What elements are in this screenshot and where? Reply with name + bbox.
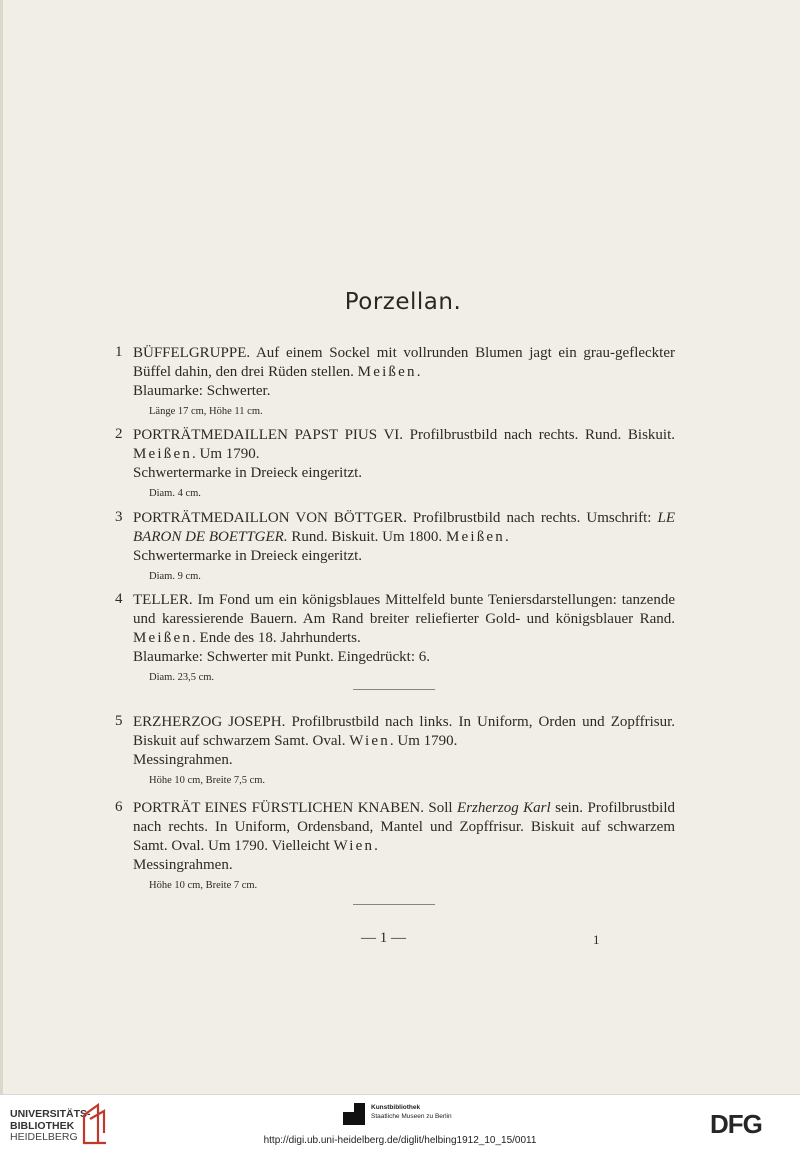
entry-line	[133, 426, 675, 464]
catalog-entry	[115, 799, 675, 892]
entry-number: 5	[115, 713, 123, 729]
entry-line	[133, 751, 675, 770]
dfg-logo[interactable]: DFG	[710, 1109, 762, 1139]
entry-run: Blaumarke: Schwerter.	[133, 383, 271, 399]
entry-number: 3	[115, 509, 123, 525]
viewer-footer	[0, 1094, 800, 1153]
entry-measurements: Diam. 4 cm.	[149, 488, 201, 499]
entry-measurements: Diam. 9 cm.	[149, 571, 201, 582]
entry-run: . Um 1790.	[192, 446, 260, 462]
italic-text: LE BARON DE BOETTGER.	[133, 510, 675, 545]
section-divider	[353, 904, 435, 905]
entry-text	[133, 799, 675, 892]
entry-run: Blaumarke: Schwerter mit Punkt. Eingedrückt: 6.	[133, 649, 431, 665]
kb-line: Staatliche Museen zu Berlin	[371, 1113, 452, 1120]
entry-text	[133, 344, 675, 418]
catalog-entry	[115, 509, 675, 583]
entry-measurements: Höhe 10 cm, Breite 7 cm.	[149, 880, 258, 891]
permalink-url[interactable]: http://digi.ub.uni-heidelberg.de/diglit/helbing1912_10_15/0011	[263, 1135, 537, 1146]
entry-line	[133, 509, 675, 547]
entry-run: sein. Profilbrustbild nach rechts. In Uniform, Ordensband, Mantel und Zopffrisur. Biskuit auf schwarzem Samt. Oval. Um 1790. Vielleicht	[133, 800, 675, 854]
entry-number: 2	[115, 426, 123, 442]
entry-line	[133, 547, 675, 566]
entry-run: Schwertermarke in Dreieck eingeritzt.	[133, 465, 363, 481]
ub-logo-line: UNIVERSITÄTS-	[10, 1108, 91, 1120]
entry-line	[133, 464, 675, 483]
catalog-entry	[115, 426, 675, 500]
place-name: Meißen	[445, 529, 505, 545]
entry-text	[133, 509, 675, 583]
entry-run: PORTRÄT EINES FÜRSTLICHEN KNABEN. Soll	[133, 800, 458, 816]
place-name: Wien	[333, 838, 375, 854]
place-name: Meißen	[133, 630, 193, 646]
place-name: Meißen	[133, 446, 193, 462]
entry-run: ERZHERZOG JOSEPH. Profilbrustbild nach links. In Uniform, Orden und Zopffrisur. Biskuit auf schwarzem Samt. Oval.	[133, 714, 675, 749]
catalog-entry	[115, 591, 675, 684]
entry-run: BÜFFELGRUPPE. Auf einem Sockel mit vollrunden Blumen jagt ein grau-gefleckter Büffel dahin, den drei Rüden stellen.	[133, 345, 675, 380]
entry-number: 4	[115, 591, 123, 607]
entry-number: 6	[115, 799, 123, 815]
entry-run: .	[416, 364, 421, 380]
entry-measurements: Länge 17 cm, Höhe 11 cm.	[149, 406, 263, 417]
page-heading: Porzellan.	[344, 289, 462, 315]
entry-run: Messingrahmen.	[133, 752, 233, 768]
catalog-entry	[115, 713, 675, 787]
entry-measurements: Diam. 23,5 cm.	[149, 672, 215, 683]
entry-line	[133, 856, 675, 875]
signature-mark: 1	[593, 932, 600, 947]
entry-text	[133, 713, 675, 787]
entry-line	[133, 382, 675, 401]
entry-run: .	[374, 838, 378, 854]
entry-number: 1	[115, 344, 123, 360]
entry-line	[133, 344, 675, 382]
entry-line	[133, 591, 675, 648]
entry-run: . Um 1790.	[389, 733, 458, 749]
place-name: Wien	[349, 733, 390, 749]
entry-text	[133, 591, 675, 684]
entry-run: Messingrahmen.	[133, 857, 233, 873]
entry-measurements: Höhe 10 cm, Breite 7,5 cm.	[149, 775, 266, 786]
entry-run: TELLER. Im Fond um ein königsblaues Mittelfeld bunte Teniersdarstellungen: tanzende und karessierende Bauern. Am Rand breiter reliefierter Gold- und königsblauer Rand.	[133, 592, 675, 627]
entry-run: PORTRÄTMEDAILLON VON BÖTTGER. Profilbrustbild nach rechts. Umschrift:	[133, 510, 658, 526]
place-name: Meißen	[357, 364, 417, 380]
entry-run: .	[504, 529, 509, 545]
ub-logo-line: HEIDELBERG	[10, 1131, 78, 1143]
ub-logo-line: BIBLIOTHEK	[10, 1119, 75, 1132]
section-divider	[353, 689, 435, 690]
entry-run: Rund. Biskuit. Um 1800.	[287, 529, 446, 545]
kunstbibliothek-logo-icon	[343, 1103, 365, 1125]
entry-line	[133, 713, 675, 751]
entry-run: PORTRÄTMEDAILLEN PAPST PIUS VI. Profilbrustbild nach rechts. Rund. Biskuit.	[133, 427, 675, 443]
entry-line	[133, 648, 675, 667]
kb-line: Kunstbibliothek	[371, 1104, 421, 1111]
kunstbibliothek-logo-text[interactable]	[371, 1103, 452, 1121]
entry-text	[133, 426, 675, 500]
entry-line	[133, 799, 675, 856]
italic-text: Erzherzog Karl	[457, 800, 551, 816]
page-number: — 1 —	[361, 930, 406, 946]
catalog-entry	[115, 344, 675, 418]
entry-run: Schwertermarke in Dreieck eingeritzt.	[133, 548, 363, 564]
entry-run: . Ende des 18. Jahrhunderts.	[192, 630, 361, 646]
